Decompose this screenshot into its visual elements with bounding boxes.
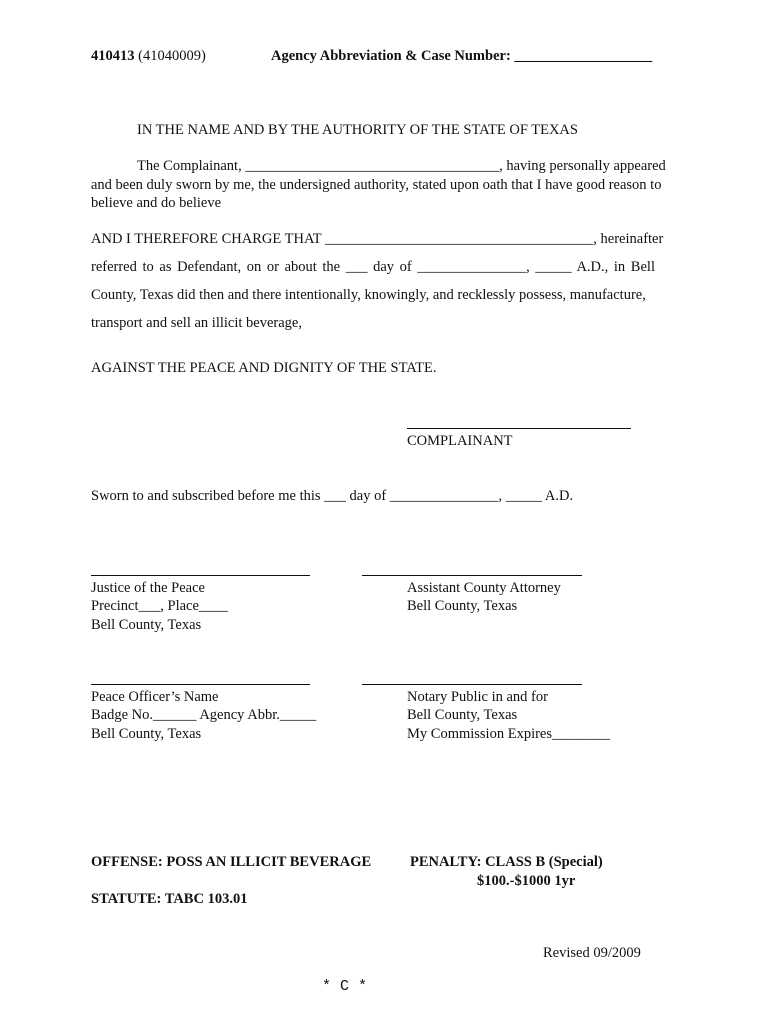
notary-signature-line[interactable] [362,684,582,685]
justice-precinct-place: Precinct___, Place____ [91,598,228,615]
document-id [91,48,206,65]
penalty-class: PENALTY: CLASS B (Special) [410,854,603,870]
notary-signature-block [407,689,610,743]
penalty-amount: $100.-$1000 1yr [477,873,576,889]
complainant-name-blank[interactable]: ___________________________________ [245,158,500,174]
notary-commission-expires: My Commission Expires________ [407,725,611,742]
complainant-line-1 [137,158,680,175]
charge-line-2: referred to as Defendant, on or about the ___ day of _______________, _____ A.D., in Bell [91,259,655,275]
complainant-label-text: The Complainant, [137,158,242,174]
statute-line: STATUTE: TABC 103.01 [91,891,248,907]
document-heading: IN THE NAME AND BY THE AUTHORITY OF THE STATE OF TEXAS [137,122,578,138]
justice-signature-line[interactable] [91,575,310,576]
charge-line-3: County, Texas did then and there intentionally, knowingly, and recklessly possess, manufacture, [91,287,646,303]
notary-title: Notary Public in and for [407,689,548,705]
offense-line: OFFENSE: POSS AN ILLICIT BEVERAGE [91,854,372,870]
attorney-county: Bell County, Texas [407,598,518,615]
agency-case-number-field[interactable]: Agency Abbreviation & Case Number: ___________________ [271,48,653,64]
justice-signature-block [91,580,228,634]
complainant-signature-line[interactable] [407,428,631,429]
complainant-line-3: believe and do believe [91,195,222,211]
sworn-statement: Sworn to and subscribed before me this ___ day of _______________, _____ A.D. [91,488,574,504]
complainant-signature-label: COMPLAINANT [407,433,513,449]
justice-title: Justice of the Peace [91,580,205,596]
officer-badge-agency: Badge No.______ Agency Abbr._____ [91,707,317,724]
document-number-alt: (41040009) [138,48,206,64]
notary-county: Bell County, Texas [407,707,518,724]
defendant-name-blank[interactable]: _____________________________________ [325,231,594,247]
footer-barcode-mark: * C * [322,978,368,995]
charge-line-4: transport and sell an illicit beverage, [91,315,302,331]
officer-name-label: Peace Officer’s Name [91,689,219,705]
charge-line-1 [91,231,663,248]
justice-county: Bell County, Texas [91,616,202,633]
officer-signature-line[interactable] [91,684,310,685]
complainant-line-1-end: , having personally appeared [499,158,666,174]
attorney-signature-block [407,580,561,616]
against-peace-statement: AGAINST THE PEACE AND DIGNITY OF THE STATE. [91,360,437,376]
charge-label-text: AND I THEREFORE CHARGE THAT [91,231,322,247]
attorney-title: Assistant County Attorney [407,580,561,596]
officer-county: Bell County, Texas [91,725,202,742]
charge-line-1-end: , hereinafter [593,231,664,247]
attorney-signature-line[interactable] [362,575,582,576]
document-number: 410413 [91,48,135,64]
complainant-line-2: and been duly sworn by me, the undersigned authority, stated upon oath that I have good reason to [91,177,662,193]
officer-signature-block [91,689,316,743]
revision-date: Revised 09/2009 [543,945,641,961]
